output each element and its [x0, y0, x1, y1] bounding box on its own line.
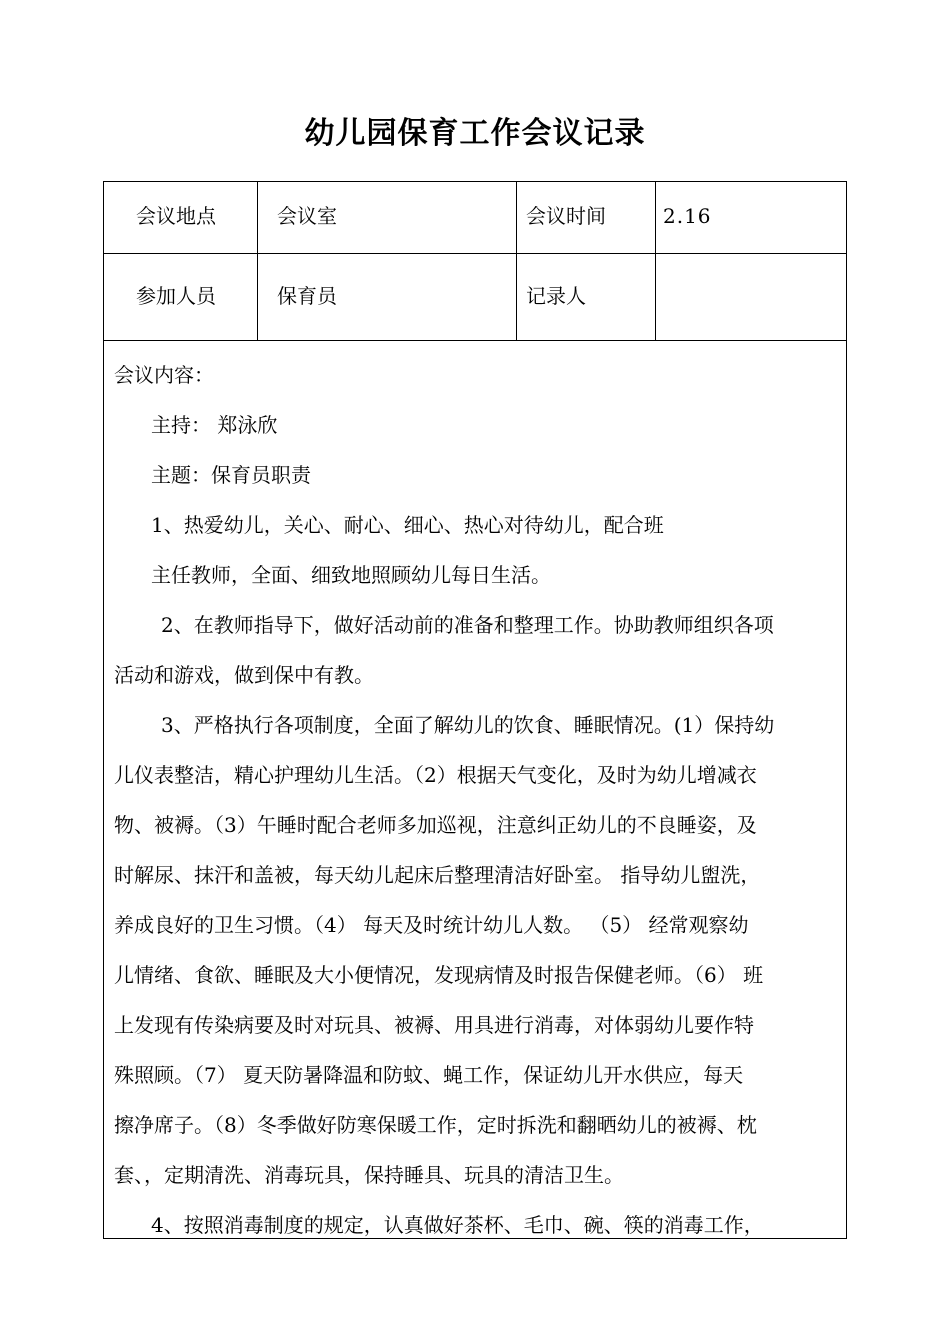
value-meeting-time: 2.16 [663, 204, 712, 228]
label-meeting-time: 会议时间 [526, 204, 606, 228]
content-line: 套、，定期清洗、消毒玩具，保持睡具、玩具的清洁卫生。 [114, 1163, 624, 1187]
meeting-record-table [103, 181, 847, 1239]
value-participants: 保育员 [277, 284, 337, 308]
content-line: 养成良好的卫生习惯。（4） 每天及时统计幼儿人数。 （5） 经常观察幼 [114, 913, 749, 937]
label-meeting-location: 会议地点 [136, 204, 216, 228]
content-line: 擦净席子。（8）冬季做好防寒保暖工作，定时拆洗和翻晒幼儿的被褥、枕 [114, 1113, 757, 1137]
content-line: 主持： 郑泳欣 [151, 413, 278, 437]
content-line: 1、热爱幼儿，关心、耐心、细心、热心对待幼儿，配合班 [151, 513, 664, 537]
content-line: 物、被褥。（3）午睡时配合老师多加巡视，注意纠正幼儿的不良睡姿，及 [114, 813, 757, 837]
content-line: 殊照顾。（7） 夏天防暑降温和防蚊、蝇工作，保证幼儿开水供应，每天 [114, 1063, 744, 1087]
content-line: 儿仪表整洁，精心护理幼儿生活。（2）根据天气变化，及时为幼儿增减衣 [114, 763, 757, 787]
content-line: 主题：保育员职责 [151, 463, 311, 487]
col-divider-1 [257, 182, 258, 340]
content-heading: 会议内容： [114, 363, 214, 387]
content-line: 2、在教师指导下，做好活动前的准备和整理工作。协助教师组织各项 [161, 613, 774, 637]
col-divider-3 [655, 182, 656, 340]
label-participants: 参加人员 [136, 284, 216, 308]
content-line: 3、严格执行各项制度，全面了解幼儿的饮食、睡眠情况。(1）保持幼 [161, 713, 775, 737]
page-title: 幼儿园保育工作会议记录 [304, 116, 646, 151]
col-divider-2 [516, 182, 517, 340]
content-line: 活动和游戏，做到保中有教。 [114, 663, 374, 687]
content-line: 儿情绪、食欲、睡眠及大小便情况，发现病情及时报告保健老师。（6） 班 [114, 963, 764, 987]
content-line: 上发现有传染病要及时对玩具、被褥、用具进行消毒，对体弱幼儿要作特 [114, 1013, 754, 1037]
row-divider-2 [104, 340, 846, 341]
label-recorder: 记录人 [526, 284, 586, 308]
row-divider-1 [104, 253, 846, 254]
content-line: 主任教师，全面、细致地照顾幼儿每日生活。 [151, 563, 551, 587]
value-meeting-location: 会议室 [277, 204, 337, 228]
meeting-content [114, 350, 840, 1250]
content-line: 4、按照消毒制度的规定，认真做好茶杯、毛巾、碗、筷的消毒工作， [151, 1213, 764, 1237]
content-line: 时解尿、抹汗和盖被，每天幼儿起床后整理清洁好卧室。 指导幼儿盥洗， [114, 863, 761, 887]
